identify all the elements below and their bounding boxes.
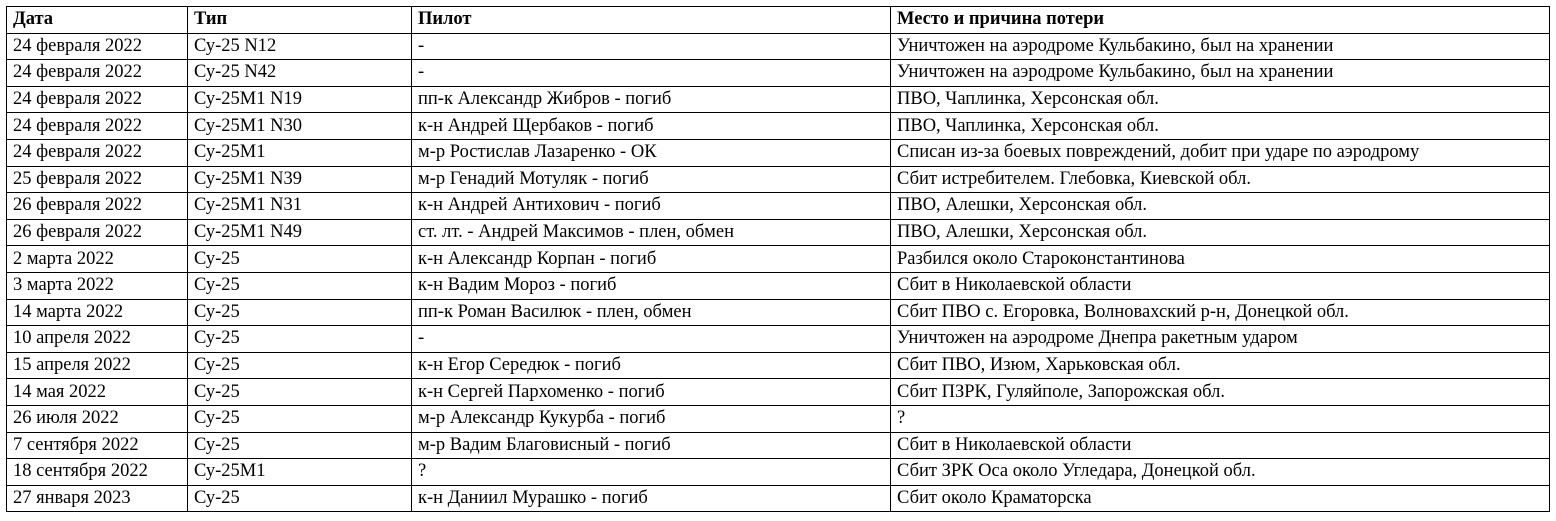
cell-type: Су-25 bbox=[188, 379, 412, 406]
table-row bbox=[7, 193, 1550, 220]
cell-date: 15 апреля 2022 bbox=[7, 352, 188, 379]
cell-place-reason: ПВО, Чаплинка, Херсонская обл. bbox=[891, 113, 1550, 140]
cell-date: 24 февраля 2022 bbox=[7, 113, 188, 140]
cell-pilot: к-н Егор Середюк - погиб bbox=[412, 352, 891, 379]
cell-date: 3 марта 2022 bbox=[7, 272, 188, 299]
cell-place-reason: Уничтожен на аэродроме Кульбакино, был на хранении bbox=[891, 60, 1550, 87]
table-row bbox=[7, 60, 1550, 87]
table-row bbox=[7, 272, 1550, 299]
cell-type: Су-25 bbox=[188, 326, 412, 353]
cell-type: Су-25 N12 bbox=[188, 33, 412, 60]
cell-place-reason: Сбит в Николаевской области bbox=[891, 432, 1550, 459]
cell-pilot: м-р Ростислав Лазаренко - ОК bbox=[412, 139, 891, 166]
cell-pilot: ст. лт. - Андрей Максимов - плен, обмен bbox=[412, 219, 891, 246]
cell-pilot: м-р Вадим Благовисный - погиб bbox=[412, 432, 891, 459]
table-row bbox=[7, 326, 1550, 353]
cell-type: Су-25 bbox=[188, 405, 412, 432]
cell-type: Су-25 bbox=[188, 299, 412, 326]
table-row bbox=[7, 139, 1550, 166]
table-row bbox=[7, 299, 1550, 326]
cell-place-reason: ? bbox=[891, 405, 1550, 432]
cell-place-reason: ПВО, Алешки, Херсонская обл. bbox=[891, 193, 1550, 220]
cell-pilot: пп-к Роман Василюк - плен, обмен bbox=[412, 299, 891, 326]
cell-date: 24 февраля 2022 bbox=[7, 86, 188, 113]
header-type: Тип bbox=[188, 7, 412, 34]
cell-date: 14 марта 2022 bbox=[7, 299, 188, 326]
cell-pilot: к-н Александр Корпан - погиб bbox=[412, 246, 891, 273]
table-row bbox=[7, 166, 1550, 193]
cell-place-reason: Сбит ЗРК Оса около Угледара, Донецкой обл. bbox=[891, 459, 1550, 486]
cell-place-reason: ПВО, Алешки, Херсонская обл. bbox=[891, 219, 1550, 246]
cell-date: 25 февраля 2022 bbox=[7, 166, 188, 193]
cell-type: Су-25М1 bbox=[188, 139, 412, 166]
cell-place-reason: Сбит в Николаевской области bbox=[891, 272, 1550, 299]
cell-pilot: м-р Генадий Мотуляк - погиб bbox=[412, 166, 891, 193]
table-row bbox=[7, 352, 1550, 379]
cell-date: 26 февраля 2022 bbox=[7, 193, 188, 220]
table-header bbox=[7, 7, 1550, 34]
cell-pilot: - bbox=[412, 33, 891, 60]
cell-pilot: пп-к Александр Жибров - погиб bbox=[412, 86, 891, 113]
cell-type: Су-25М1 N31 bbox=[188, 193, 412, 220]
cell-place-reason: Сбит ПВО, Изюм, Харьковская обл. bbox=[891, 352, 1550, 379]
cell-type: Су-25 bbox=[188, 246, 412, 273]
cell-place-reason: Уничтожен на аэродроме Днепра ракетным ударом bbox=[891, 326, 1550, 353]
cell-place-reason: Разбился около Староконстантинова bbox=[891, 246, 1550, 273]
table-row bbox=[7, 33, 1550, 60]
cell-pilot: - bbox=[412, 326, 891, 353]
cell-place-reason: Сбит ПВО с. Егоровка, Волновахский р-н, Донецкой обл. bbox=[891, 299, 1550, 326]
cell-place-reason: Сбит истребителем. Глебовка, Киевской обл. bbox=[891, 166, 1550, 193]
cell-pilot: к-н Вадим Мороз - погиб bbox=[412, 272, 891, 299]
table-row bbox=[7, 219, 1550, 246]
cell-type: Су-25 bbox=[188, 352, 412, 379]
table-row bbox=[7, 485, 1550, 512]
cell-pilot: м-р Александр Кукурба - погиб bbox=[412, 405, 891, 432]
cell-place-reason: Сбит около Краматорска bbox=[891, 485, 1550, 512]
cell-pilot: к-н Андрей Щербаков - погиб bbox=[412, 113, 891, 140]
cell-pilot: - bbox=[412, 60, 891, 87]
cell-pilot: ? bbox=[412, 459, 891, 486]
cell-type: Су-25М1 N30 bbox=[188, 113, 412, 140]
header-date: Дата bbox=[7, 7, 188, 34]
cell-type: Су-25 bbox=[188, 432, 412, 459]
cell-date: 7 сентября 2022 bbox=[7, 432, 188, 459]
aircraft-loss-table bbox=[6, 6, 1550, 512]
cell-date: 2 марта 2022 bbox=[7, 246, 188, 273]
cell-type: Су-25 bbox=[188, 485, 412, 512]
cell-type: Су-25 bbox=[188, 272, 412, 299]
cell-place-reason: Списан из-за боевых повреждений, добит при ударе по аэродрому bbox=[891, 139, 1550, 166]
cell-date: 27 января 2023 bbox=[7, 485, 188, 512]
cell-date: 24 февраля 2022 bbox=[7, 33, 188, 60]
cell-date: 26 июля 2022 bbox=[7, 405, 188, 432]
table-row bbox=[7, 379, 1550, 406]
table-row bbox=[7, 405, 1550, 432]
cell-date: 14 мая 2022 bbox=[7, 379, 188, 406]
cell-type: Су-25М1 N49 bbox=[188, 219, 412, 246]
cell-pilot: к-н Сергей Пархоменко - погиб bbox=[412, 379, 891, 406]
cell-pilot: к-н Даниил Мурашко - погиб bbox=[412, 485, 891, 512]
cell-place-reason: Уничтожен на аэродроме Кульбакино, был на хранении bbox=[891, 33, 1550, 60]
cell-date: 24 февраля 2022 bbox=[7, 139, 188, 166]
header-place-reason: Место и причина потери bbox=[891, 7, 1550, 34]
cell-date: 10 апреля 2022 bbox=[7, 326, 188, 353]
cell-date: 18 сентября 2022 bbox=[7, 459, 188, 486]
cell-date: 26 февраля 2022 bbox=[7, 219, 188, 246]
cell-type: Су-25М1 bbox=[188, 459, 412, 486]
table-row bbox=[7, 246, 1550, 273]
cell-pilot: к-н Андрей Антихович - погиб bbox=[412, 193, 891, 220]
table-row bbox=[7, 113, 1550, 140]
cell-type: Су-25 N42 bbox=[188, 60, 412, 87]
header-row bbox=[7, 7, 1550, 34]
table-row bbox=[7, 459, 1550, 486]
table-body bbox=[7, 33, 1550, 512]
cell-place-reason: Сбит ПЗРК, Гуляйполе, Запорожская обл. bbox=[891, 379, 1550, 406]
table-row bbox=[7, 86, 1550, 113]
cell-type: Су-25М1 N19 bbox=[188, 86, 412, 113]
cell-place-reason: ПВО, Чаплинка, Херсонская обл. bbox=[891, 86, 1550, 113]
header-pilot: Пилот bbox=[412, 7, 891, 34]
table-row bbox=[7, 432, 1550, 459]
cell-date: 24 февраля 2022 bbox=[7, 60, 188, 87]
cell-type: Су-25М1 N39 bbox=[188, 166, 412, 193]
